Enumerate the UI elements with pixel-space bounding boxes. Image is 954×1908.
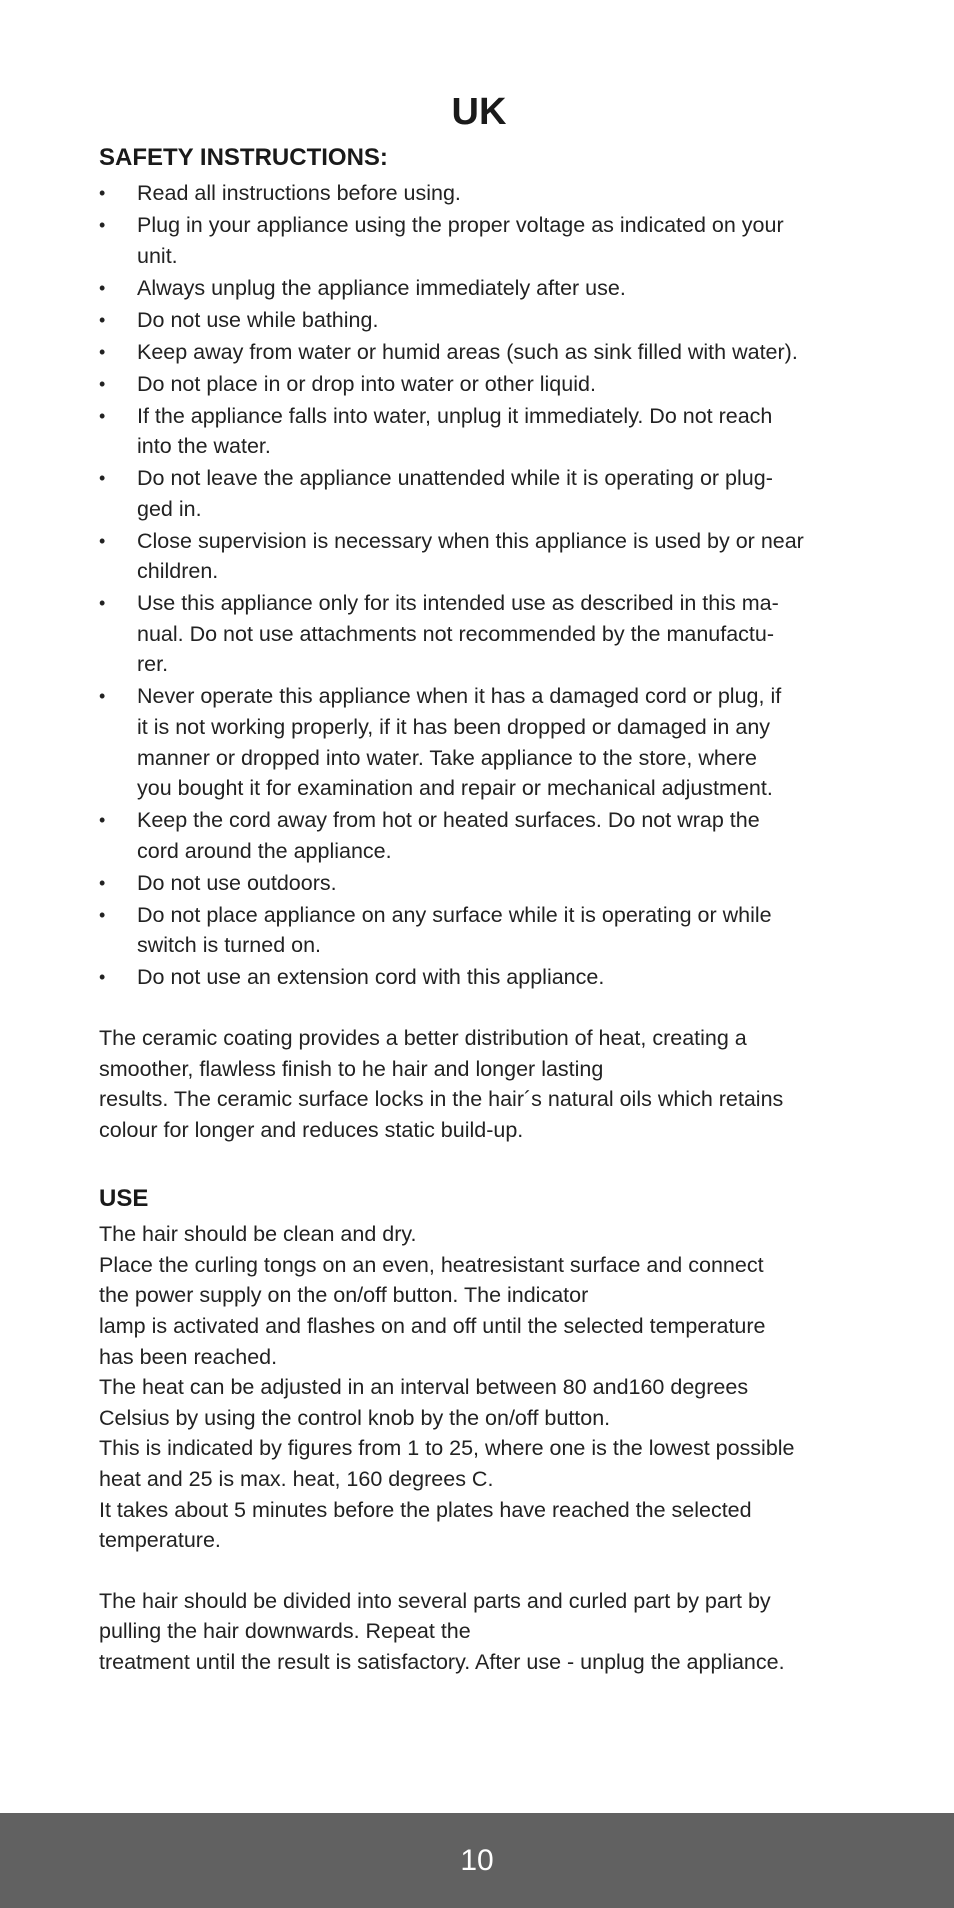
safety-item	[99, 337, 859, 368]
safety-item-line: Do not use an extension cord with this appliance.	[137, 965, 605, 990]
safety-item	[99, 401, 859, 462]
safety-item-line: Never operate this appliance when it has a damaged cord or plug, if	[137, 684, 782, 709]
safety-item-line: Do not use while bathing.	[137, 307, 379, 332]
safety-item-line: manner or dropped into water. Take appliance to the store, where	[137, 745, 757, 770]
safety-item	[99, 962, 859, 993]
use-paragraph-line: It takes about 5 minutes before the plates have reached the selected	[99, 1497, 752, 1522]
safety-item-line: Do not use outdoors.	[137, 870, 337, 895]
ceramic-paragraph	[99, 1023, 859, 1145]
safety-list	[99, 178, 859, 993]
use-paragraph-line: temperature.	[99, 1528, 221, 1553]
ceramic-paragraph-line: The ceramic coating provides a better distribution of heat, creating a	[99, 1025, 747, 1050]
safety-item-line: cord around the appliance.	[137, 838, 392, 863]
safety-item-line: into the water.	[137, 434, 271, 459]
safety-heading: SAFETY INSTRUCTIONS:	[99, 144, 388, 171]
bullet-icon: •	[99, 686, 106, 707]
safety-item-line: nual. Do not use attachments not recommended by the manufactu-	[137, 621, 775, 646]
safety-item	[99, 868, 859, 899]
ceramic-paragraph-line: results. The ceramic surface locks in the hair´s natural oils which retains	[99, 1087, 784, 1112]
bullet-icon: •	[99, 530, 106, 551]
safety-item	[99, 273, 859, 304]
bullet-icon: •	[99, 872, 106, 893]
footer-bar	[0, 1813, 954, 1908]
safety-item-line: ged in.	[137, 496, 202, 521]
bullet-icon: •	[99, 373, 106, 394]
safety-item	[99, 369, 859, 400]
safety-item-line: Do not place appliance on any surface while it is operating or while	[137, 902, 772, 927]
use-paragraph-line: the power supply on the on/off button. The indicator	[99, 1283, 589, 1308]
safety-item	[99, 588, 859, 680]
use-paragraph	[99, 1219, 859, 1556]
bullet-icon: •	[99, 214, 106, 235]
safety-item-line: unit.	[137, 243, 178, 268]
use-paragraph-line: This is indicated by figures from 1 to 25, where one is the lowest possible	[99, 1436, 795, 1461]
use-final-line: treatment until the result is satisfactory. After use - unplug the appliance.	[99, 1650, 785, 1674]
bullet-icon: •	[99, 405, 106, 426]
safety-item	[99, 178, 859, 209]
safety-item-line: children.	[137, 559, 219, 584]
safety-item-line: If the appliance falls into water, unplug it immediately. Do not reach	[137, 403, 773, 428]
ceramic-paragraph-line: smoother, flawless finish to he hair and longer lasting	[99, 1056, 604, 1081]
bullet-icon: •	[99, 967, 106, 988]
use-heading: USE	[99, 1185, 149, 1213]
use-paragraph-line: heat and 25 is max. heat, 160 degrees C.	[99, 1467, 494, 1492]
safety-item-line: you bought it for examination and repair or mechanical adjustment.	[137, 776, 773, 801]
use-paragraph-line: The hair should be clean and dry.	[99, 1222, 417, 1247]
safety-item-line: Keep away from water or humid areas (such as sink filled with water).	[137, 339, 798, 364]
bullet-icon: •	[99, 309, 106, 330]
bullet-icon: •	[99, 593, 106, 614]
bullet-icon: •	[99, 810, 106, 831]
use-paragraph-line: Place the curling tongs on an even, heatresistant surface and connect	[99, 1252, 764, 1277]
safety-item-line: Keep the cord away from hot or heated surfaces. Do not wrap the	[137, 808, 760, 833]
safety-item	[99, 305, 859, 336]
bullet-icon: •	[99, 277, 106, 298]
bullet-icon: •	[99, 468, 106, 489]
safety-item-line: it is not working properly, if it has been dropped or damaged in any	[137, 715, 771, 739]
bullet-icon: •	[99, 904, 106, 925]
paragraph-spacer	[99, 1556, 859, 1586]
page-number: 10	[460, 1843, 494, 1877]
safety-item-line: Always unplug the appliance immediately after use.	[137, 275, 626, 300]
page-title: UK	[451, 91, 507, 133]
page-content	[99, 88, 859, 1678]
safety-item-line: switch is turned on.	[137, 933, 322, 958]
safety-item-line: Plug in your appliance using the proper voltage as indicated on your	[137, 212, 784, 237]
ceramic-paragraph-line: colour for longer and reduces static build-up.	[99, 1117, 524, 1142]
safety-item-line: Close supervision is necessary when this appliance is used by or near	[137, 528, 804, 553]
safety-item-line: Read all instructions before using.	[137, 181, 461, 205]
use-paragraph-line: Celsius by using the control knob by the on/off button.	[99, 1405, 611, 1430]
safety-item	[99, 900, 859, 961]
use-paragraph-line: lamp is activated and flashes on and off until the selected temperature	[99, 1314, 766, 1339]
safety-item-line: Use this appliance only for its intended use as described in this ma-	[137, 591, 779, 616]
safety-item-line: Do not leave the appliance unattended while it is operating or plug-	[137, 466, 773, 491]
use-paragraph-line: has been reached.	[99, 1344, 278, 1369]
safety-item	[99, 805, 859, 866]
use-final-paragraph	[99, 1586, 859, 1678]
safety-item	[99, 463, 859, 524]
safety-item	[99, 526, 859, 587]
bullet-icon: •	[99, 341, 106, 362]
safety-item-line: Do not place in or drop into water or other liquid.	[137, 371, 596, 396]
safety-item	[99, 681, 859, 803]
bullet-icon: •	[99, 183, 106, 203]
use-final-line: The hair should be divided into several parts and curled part by part by	[99, 1588, 771, 1613]
use-final-line: pulling the hair downwards. Repeat the	[99, 1619, 471, 1644]
use-paragraph-line: The heat can be adjusted in an interval between 80 and160 degrees	[99, 1375, 749, 1400]
safety-item-line: rer.	[137, 652, 169, 677]
safety-item	[99, 210, 859, 271]
